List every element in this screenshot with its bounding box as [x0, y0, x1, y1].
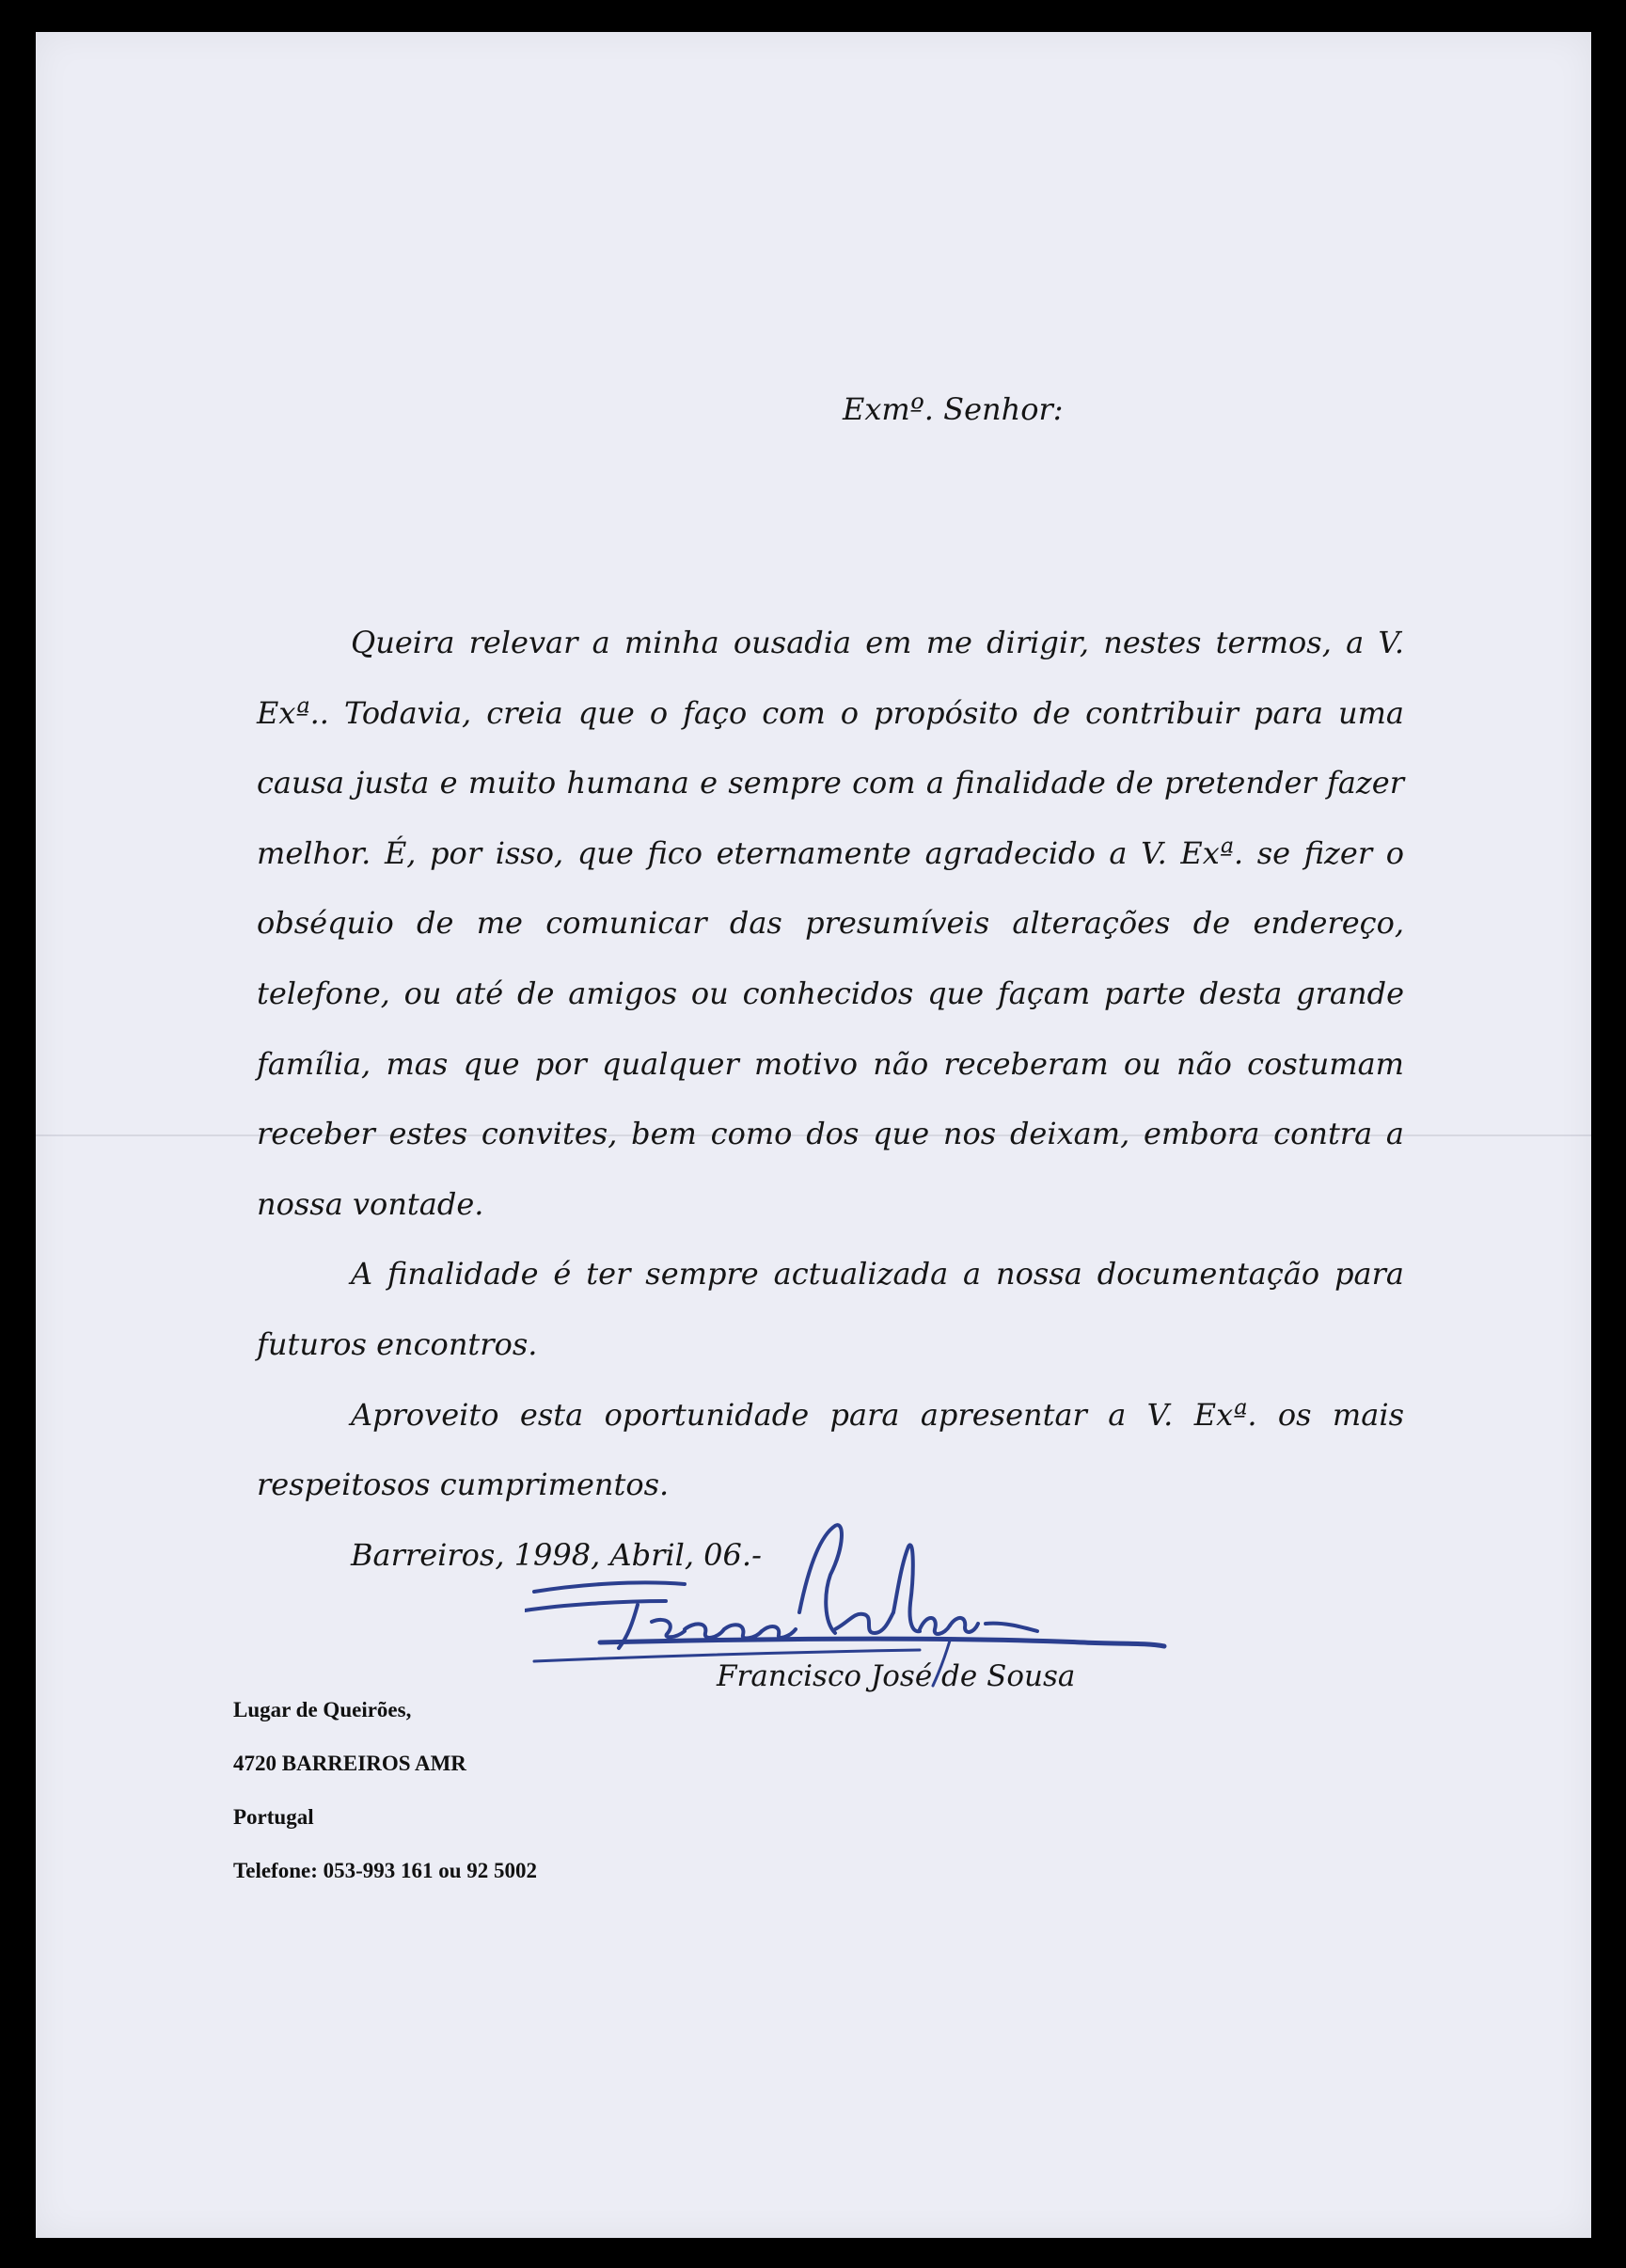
letter-body [257, 608, 1404, 1590]
address-line-street: Lugar de Queirões, [233, 1698, 412, 1721]
sender-address [233, 1699, 537, 1913]
address-line-postcode: 4720 BARREIROS AMR [233, 1752, 466, 1775]
date-line: Barreiros, 1998, Abril, 06.- [351, 1536, 762, 1573]
paragraph-purpose: A finalidade é ter sempre actualizada a nossa documentação para futuros encontros. [257, 1256, 1404, 1362]
letter-page [36, 32, 1591, 2238]
signer-name: Francisco José de Sousa [717, 1659, 1076, 1693]
paragraph-closing: Aproveito esta oportunidade para apresentar a V. Exª. os mais respeitosos cumprimentos. [257, 1396, 1404, 1503]
paragraph-main: Queira relevar a minha ousadia em me dirigir, nestes termos, a V. Exª.. Todavia, creia que o faço com o propósito de contribuir para uma causa justa e muito humana e sempre com a finalidade de pretender fazer melhor. É, por isso, que fico eternamente agradecido a V. Exª. se fizer o obséquio de me comunicar das presumíveis alterações de endereço, telefone, ou até de amigos ou conhecidos que façam parte desta grande família, mas que por qualquer motivo não receberam ou não costumam receber estes convites, bem como dos que nos deixam, embora contra a nossa vontade. [257, 625, 1404, 1222]
salutation: Exmº. Senhor: [843, 391, 1064, 427]
address-line-phone: Telefone: 053-993 161 ou 92 5002 [233, 1859, 538, 1882]
address-line-country: Portugal [233, 1805, 314, 1829]
